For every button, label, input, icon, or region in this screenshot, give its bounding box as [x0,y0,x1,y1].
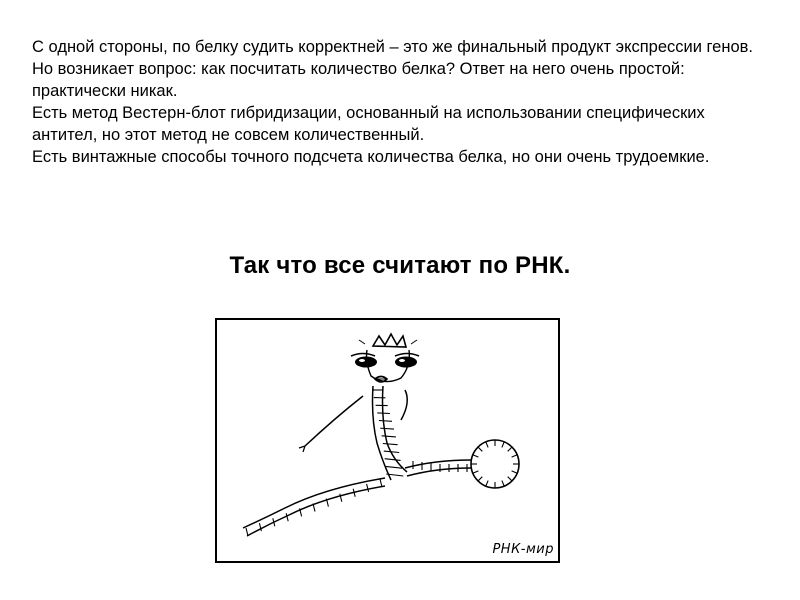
headline: Так что все считают по РНК. [229,252,571,279]
paragraph-4: Есть винтажные способы точного подсчета количества белка, но они очень трудоемкие. [32,148,710,166]
paragraph-1: С одной стороны, по белку судить корректней – это же финальный продукт экспрессии генов. [32,38,753,56]
right-eye [395,357,417,368]
rna-rung [377,413,390,414]
cartoon-drawing [215,318,560,563]
rna-world-cartoon [215,318,560,563]
left-eye [355,357,377,368]
body-text [32,36,772,168]
eye-highlight [399,359,405,362]
cartoon-caption: РНК-мир [492,542,554,557]
eye-highlight [359,359,365,362]
paragraph-2: Но возникает вопрос: как посчитать количество белка? Ответ на него очень простой: практически никак. [32,60,685,100]
paragraph-3: Есть метод Вестерн-блот гибридизации, основанный на использовании специфических антител, но этот метод не совсем количественный. [32,104,705,144]
